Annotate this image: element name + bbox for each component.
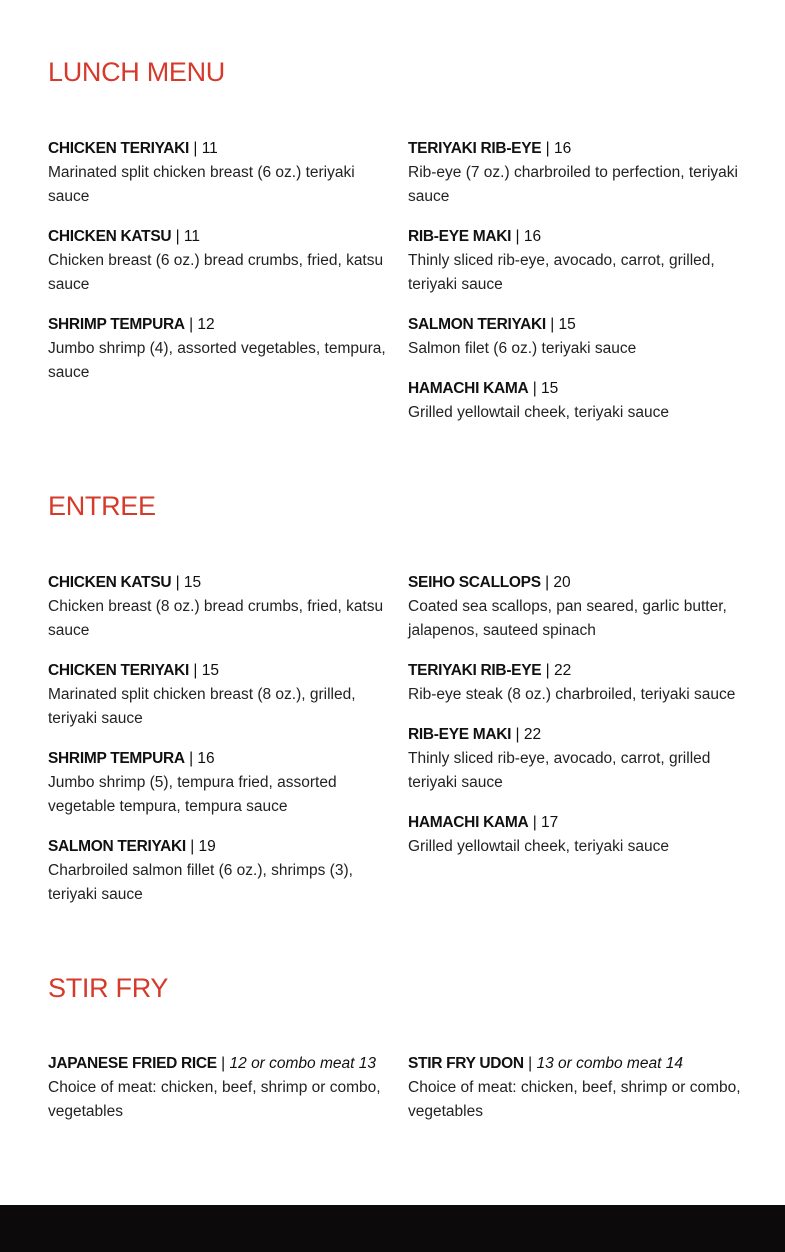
- section-title: ENTREE: [48, 491, 156, 521]
- item-separator: |: [189, 750, 194, 767]
- menu-item: [48, 1052, 393, 1124]
- item-header: [408, 1052, 753, 1076]
- item-separator: |: [545, 140, 550, 157]
- item-price: 15: [541, 380, 559, 397]
- menu-item: [408, 659, 753, 707]
- item-separator: |: [532, 814, 537, 831]
- menu-item: [408, 313, 753, 361]
- item-name: RIB-EYE MAKI: [408, 726, 512, 743]
- item-header: [408, 377, 753, 401]
- item-price: 12 or combo meat 13: [229, 1055, 376, 1072]
- item-description: Choice of meat: chicken, beef, shrimp or combo, vegetables: [408, 1079, 741, 1120]
- item-price: 16: [553, 140, 572, 157]
- menu-item: [408, 571, 753, 643]
- item-name: SEIHO SCALLOPS: [408, 574, 541, 591]
- item-name: SALMON TERIYAKI: [408, 316, 546, 333]
- item-separator: |: [550, 316, 555, 333]
- item-price: 22: [523, 726, 542, 743]
- item-header: [408, 137, 753, 161]
- item-separator: |: [189, 316, 194, 333]
- column-left: [48, 1052, 393, 1140]
- footer-bar: [0, 1205, 785, 1252]
- item-description: Rib-eye (7 oz.) charbroiled to perfection, teriyaki sauce: [408, 164, 738, 205]
- item-description: Chicken breast (6 oz.) bread crumbs, fried, katsu sauce: [48, 252, 384, 293]
- menu-item: [408, 137, 753, 209]
- item-price: 11: [183, 228, 201, 245]
- menu-item: [48, 225, 393, 297]
- item-name: TERIYAKI RIB-EYE: [408, 662, 542, 679]
- item-separator: |: [528, 1055, 533, 1072]
- menu-item: [408, 225, 753, 297]
- item-name: HAMACHI KAMA: [408, 814, 529, 831]
- item-header: [48, 659, 393, 683]
- item-price: 17: [541, 814, 559, 831]
- menu-item: [48, 835, 393, 907]
- item-separator: |: [532, 380, 537, 397]
- menu-item: [48, 659, 393, 731]
- item-description: Coated sea scallops, pan seared, garlic butter, jalapenos, sauteed spinach: [408, 598, 727, 639]
- item-name: CHICKEN KATSU: [48, 228, 172, 245]
- item-name: CHICKEN KATSU: [48, 574, 172, 591]
- item-description: Rib-eye steak (8 oz.) charbroiled, teriyaki sauce: [408, 686, 736, 703]
- menu-item: [408, 811, 753, 859]
- item-name: SHRIMP TEMPURA: [48, 316, 185, 333]
- item-header: [48, 225, 393, 249]
- item-header: [48, 1052, 393, 1076]
- item-separator: |: [175, 574, 180, 591]
- menu-item: [408, 1052, 753, 1124]
- item-description: Jumbo shrimp (4), assorted vegetables, tempura, sauce: [48, 340, 386, 381]
- item-price: 19: [198, 838, 216, 855]
- item-header: [48, 571, 393, 595]
- item-description: Thinly sliced rib-eye, avocado, carrot, grilled, teriyaki sauce: [408, 252, 715, 293]
- item-price: 15: [558, 316, 576, 333]
- item-price: 20: [553, 574, 571, 591]
- item-name: CHICKEN TERIYAKI: [48, 140, 190, 157]
- item-description: Grilled yellowtail cheek, teriyaki sauce: [408, 838, 670, 855]
- item-description: Thinly sliced rib-eye, avocado, carrot, grilled teriyaki sauce: [408, 750, 711, 791]
- item-description: Marinated split chicken breast (8 oz.), grilled, teriyaki sauce: [48, 686, 356, 727]
- item-description: Grilled yellowtail cheek, teriyaki sauce: [408, 404, 670, 421]
- item-name: STIR FRY UDON: [408, 1055, 524, 1072]
- item-price: 11: [201, 140, 218, 157]
- item-separator: |: [515, 726, 520, 743]
- item-price: 15: [201, 662, 219, 679]
- item-description: Jumbo shrimp (5), tempura fried, assorted vegetable tempura, tempura sauce: [48, 774, 337, 815]
- item-separator: |: [190, 838, 195, 855]
- item-name: TERIYAKI RIB-EYE: [408, 140, 542, 157]
- column-left: [48, 137, 393, 401]
- section-title: LUNCH MENU: [48, 57, 226, 87]
- item-header: [48, 313, 393, 337]
- item-separator: |: [545, 662, 550, 679]
- item-price: 12: [197, 316, 215, 333]
- item-separator: |: [221, 1055, 226, 1072]
- item-description: Marinated split chicken breast (6 oz.) teriyaki sauce: [48, 164, 355, 205]
- item-price: 13 or combo meat 14: [536, 1055, 683, 1072]
- item-header: [408, 659, 753, 683]
- item-name: HAMACHI KAMA: [408, 380, 529, 397]
- item-name: SHRIMP TEMPURA: [48, 750, 185, 767]
- item-price: 16: [523, 228, 542, 245]
- item-description: Salmon filet (6 oz.) teriyaki sauce: [408, 340, 637, 357]
- item-header: [408, 811, 753, 835]
- menu-item: [48, 747, 393, 819]
- menu-item: [408, 377, 753, 425]
- item-header: [48, 747, 393, 771]
- menu-item: [408, 723, 753, 795]
- item-separator: |: [545, 574, 550, 591]
- item-header: [48, 835, 393, 859]
- menu-item: [48, 313, 393, 385]
- item-name: CHICKEN TERIYAKI: [48, 662, 190, 679]
- column-right: [408, 571, 753, 875]
- section-title: STIR FRY: [48, 973, 169, 1003]
- item-name: SALMON TERIYAKI: [48, 838, 186, 855]
- column-left: [48, 571, 393, 923]
- item-header: [48, 137, 393, 161]
- item-description: Chicken breast (8 oz.) bread crumbs, fried, katsu sauce: [48, 598, 384, 639]
- item-price: 22: [553, 662, 572, 679]
- column-right: [408, 1052, 753, 1140]
- item-name: RIB-EYE MAKI: [408, 228, 512, 245]
- item-header: [408, 313, 753, 337]
- item-header: [408, 225, 753, 249]
- item-name: JAPANESE FRIED RICE: [48, 1055, 217, 1072]
- item-description: Charbroiled salmon fillet (6 oz.), shrimps (3), teriyaki sauce: [48, 862, 353, 903]
- item-price: 16: [197, 750, 215, 767]
- item-separator: |: [175, 228, 180, 245]
- menu-item: [48, 571, 393, 643]
- item-header: [408, 571, 753, 595]
- item-separator: |: [515, 228, 520, 245]
- item-separator: |: [193, 140, 198, 157]
- item-header: [408, 723, 753, 747]
- menu-item: [48, 137, 393, 209]
- item-separator: |: [193, 662, 198, 679]
- item-description: Choice of meat: chicken, beef, shrimp or combo, vegetables: [48, 1079, 381, 1120]
- item-price: 15: [183, 574, 202, 591]
- column-right: [408, 137, 753, 441]
